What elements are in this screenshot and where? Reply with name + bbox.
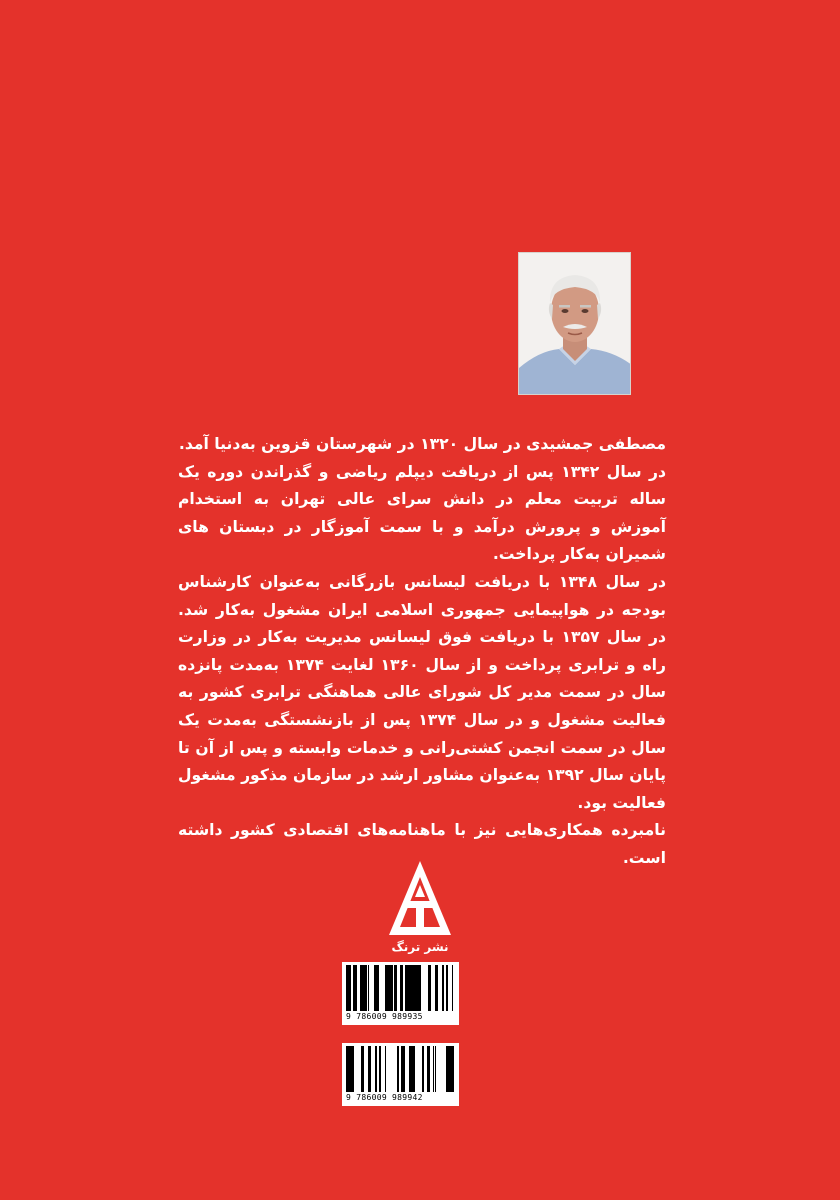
publisher-name: نشر ترنگ: [391, 940, 449, 954]
author-bio: [178, 431, 666, 873]
bio-paragraph: مصطفی جمشیدی در سال ۱۳۲۰ در شهرستان قزوین به‌دنیا آمد.: [178, 435, 666, 453]
barcode-bars-icon: [346, 1046, 455, 1092]
barcode: [342, 962, 459, 1025]
barcode-bars-icon: [346, 965, 455, 1011]
barcode-number: 9 786009 989935: [346, 1012, 423, 1021]
bio-paragraph: در سال ۱۳۴۲ پس از دریافت دیپلم ریاضی و گذراندن دوره یک ساله تربیت معلم در دانش سرای عالی تهران به استخدام آموزش و پرورش درآمد و با سمت آموزگار در دبستان های شمیران به‌کار پرداخت.: [178, 462, 666, 564]
barcode: [342, 1043, 459, 1106]
bio-paragraph: نامبرده همکاری‌هایی نیز با ماهنامه‌های اقتصادی کشور داشته است.: [178, 821, 666, 867]
bio-paragraph: در سال ۱۳۴۸ با دریافت لیسانس بازرگانی به‌عنوان کارشناس بودجه در هواپیمایی جمهوری اسلامی ایران مشغول به‌کار شد. در سال ۱۳۵۷ با دریافت فوق لیسانس مدیریت به‌کار در وزارت راه و ترابری پرداخت و از سال ۱۳۶۰ لغایت ۱۳۷۴ به‌مدت پانزده سال در سمت مدیر کل شورای عالی هماهنگی ترابری کشور به فعالیت مشغول و در سال ۱۳۷۴ پس از بازنشستگی به‌مدت یک سال در سمت انجمن کشتی‌رانی و خدمات وابسته و پس از آن تا پایان سال ۱۳۹۲ به‌عنوان مشاور ارشد در سازمان مذکور مشغول فعالیت بود.: [178, 572, 666, 812]
barcode-number: 9 786009 989942: [346, 1093, 423, 1102]
author-photo: [518, 252, 631, 395]
